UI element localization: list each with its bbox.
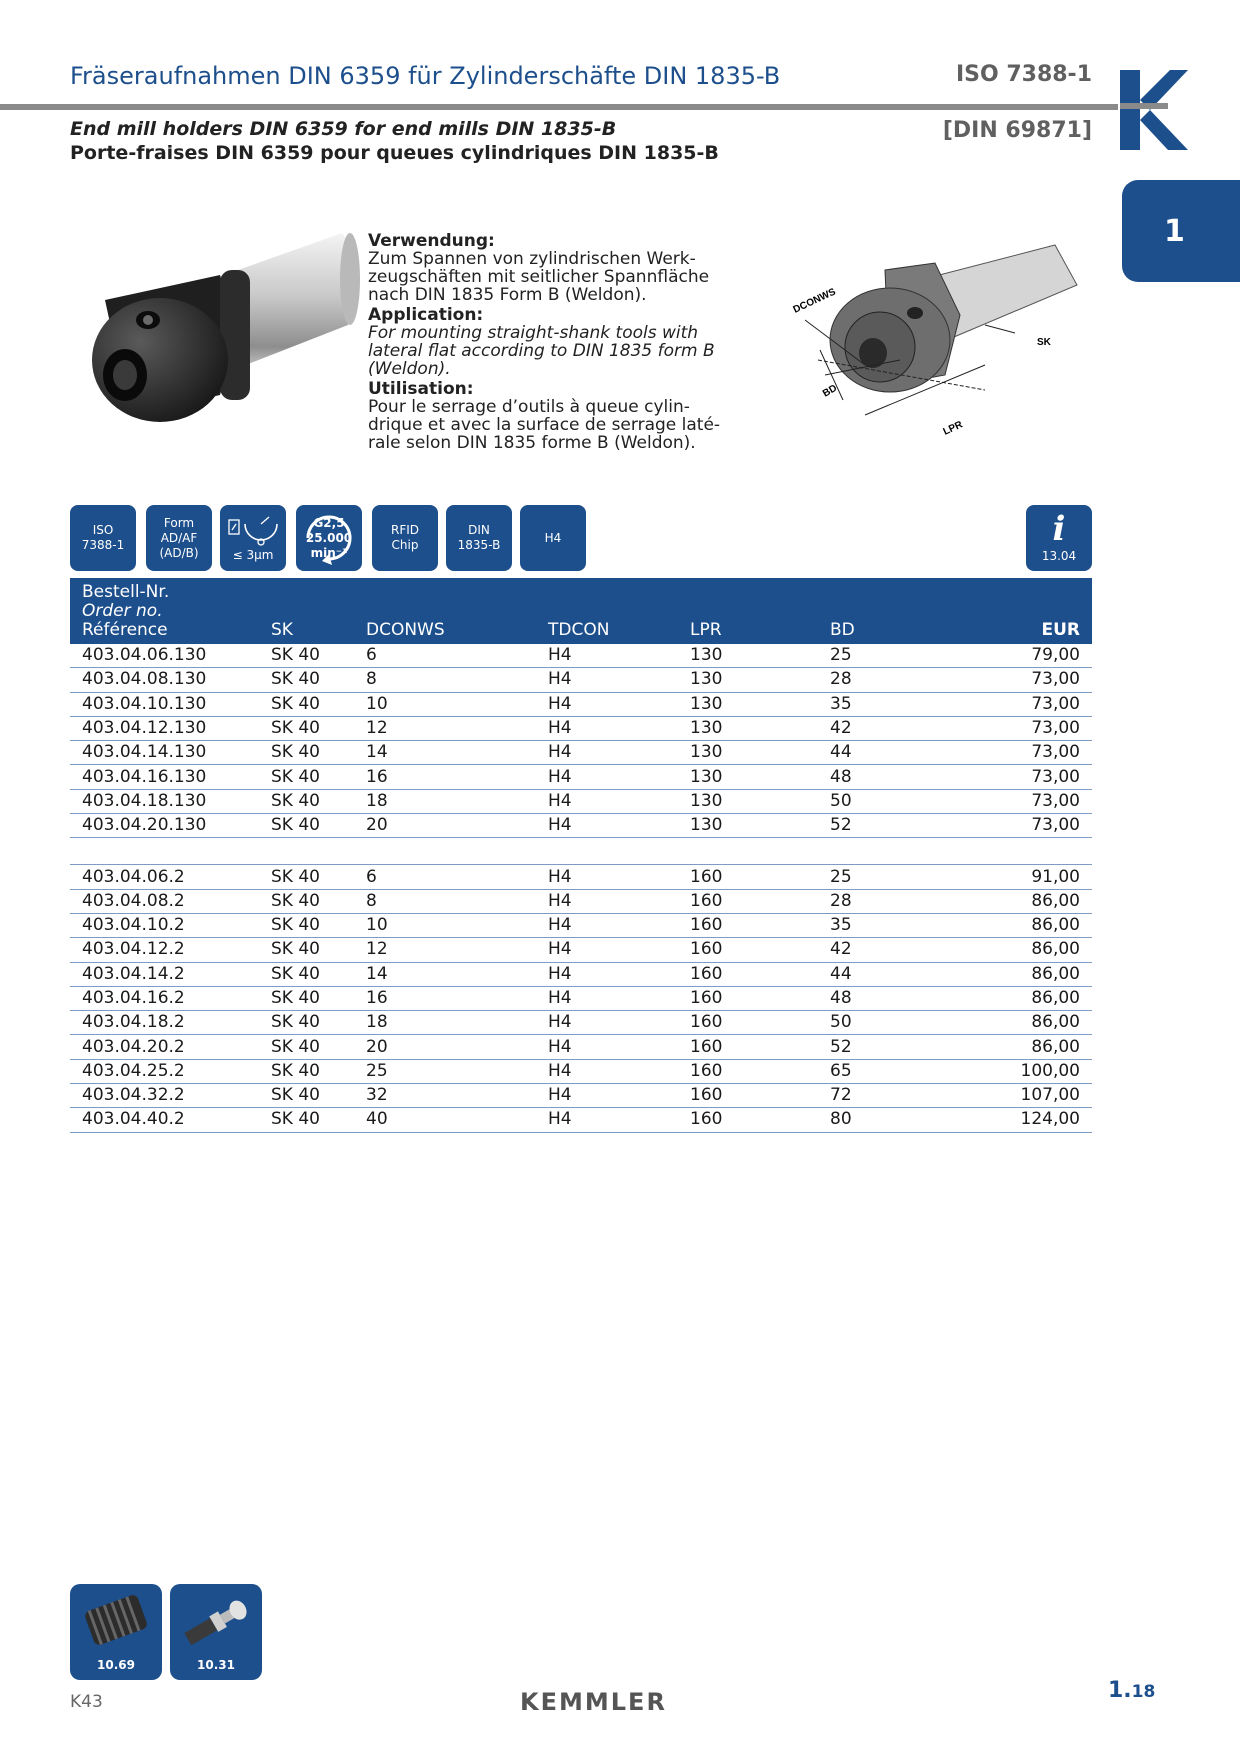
- cell-sk: SK 40: [259, 1108, 354, 1132]
- runout-gauge-icon: [225, 514, 281, 548]
- cell-lpr: 160: [678, 865, 818, 889]
- cell-bd: 65: [818, 1059, 930, 1083]
- cell-lpr: 160: [678, 1059, 818, 1083]
- table-row: [70, 741, 1092, 765]
- badge-rfid: [372, 505, 438, 571]
- cell-bd: 35: [818, 692, 930, 716]
- technical-diagram: [785, 235, 1085, 460]
- cell-lpr: 130: [678, 741, 818, 765]
- cell-bd: 44: [818, 962, 930, 986]
- cell-bd: 50: [818, 1011, 930, 1035]
- header-divider: [0, 104, 1118, 110]
- cell-sk: SK 40: [259, 1059, 354, 1083]
- cell-dconws: 32: [354, 1084, 536, 1108]
- cell-bd: 25: [818, 644, 930, 668]
- col-lpr: LPR: [678, 578, 818, 644]
- table-group-spacer: [70, 838, 1092, 865]
- cell-dconws: 8: [354, 889, 536, 913]
- cell-sk: SK 40: [259, 789, 354, 813]
- spacer-cell: [70, 838, 1092, 865]
- cell-order: 403.04.20.2: [70, 1035, 259, 1059]
- cell-sk: SK 40: [259, 644, 354, 668]
- chapter-number: 1: [1164, 213, 1185, 249]
- cell-lpr: 130: [678, 716, 818, 740]
- page-title-de: Fräseraufnahmen DIN 6359 für Zylinderschäfte DIN 1835-B: [70, 62, 781, 90]
- badge-rfid-line1: RFID: [390, 523, 420, 537]
- cell-sk: SK 40: [259, 765, 354, 789]
- badge-form: [146, 505, 212, 571]
- cell-eur: 86,00: [930, 962, 1092, 986]
- cell-bd: 44: [818, 741, 930, 765]
- cell-order: 403.04.20.130: [70, 814, 259, 838]
- cell-order: 403.04.06.2: [70, 865, 259, 889]
- table-row: [70, 865, 1092, 889]
- footer-brand: KEMMLER: [520, 1688, 667, 1716]
- cell-sk: SK 40: [259, 716, 354, 740]
- page-title-en: End mill holders DIN 6359 for end mills DIN 1835-B: [70, 118, 617, 140]
- cell-sk: SK 40: [259, 741, 354, 765]
- cell-sk: SK 40: [259, 668, 354, 692]
- cell-lpr: 160: [678, 1084, 818, 1108]
- badge-din: [446, 505, 512, 571]
- badge-tolerance-label: H4: [544, 530, 562, 545]
- cell-bd: 50: [818, 789, 930, 813]
- cell-bd: 28: [818, 889, 930, 913]
- description: [368, 232, 728, 452]
- cell-dconws: 16: [354, 765, 536, 789]
- table-row: [70, 668, 1092, 692]
- accessory-ref: 10.31: [197, 1658, 235, 1672]
- badge-balance-line2: 25.000: [305, 530, 353, 545]
- footer-code: K43: [70, 1692, 103, 1712]
- cell-eur: 73,00: [930, 692, 1092, 716]
- cell-dconws: 12: [354, 938, 536, 962]
- cell-sk: SK 40: [259, 938, 354, 962]
- cell-order: 403.04.12.130: [70, 716, 259, 740]
- cell-tdcon: H4: [536, 938, 678, 962]
- badge-balance-line1: G2,5: [313, 515, 345, 530]
- accessory-10-69[interactable]: [70, 1584, 162, 1680]
- cell-dconws: 10: [354, 692, 536, 716]
- page-number-sub: 18: [1131, 1682, 1156, 1702]
- cell-lpr: 160: [678, 1035, 818, 1059]
- badge-rfid-line2: Chip: [391, 538, 419, 552]
- badge-form-line3: (AD/B): [159, 545, 199, 560]
- cell-lpr: 160: [678, 962, 818, 986]
- info-button[interactable]: [1026, 505, 1092, 571]
- cell-lpr: 130: [678, 789, 818, 813]
- table-row: [70, 644, 1092, 668]
- cell-sk: SK 40: [259, 865, 354, 889]
- cell-eur: 79,00: [930, 644, 1092, 668]
- cell-tdcon: H4: [536, 668, 678, 692]
- cell-dconws: 14: [354, 741, 536, 765]
- cell-eur: 86,00: [930, 986, 1092, 1010]
- cell-order: 403.04.10.130: [70, 692, 259, 716]
- cell-sk: SK 40: [259, 692, 354, 716]
- badge-din-line1: DIN: [468, 523, 490, 537]
- badge-iso: [70, 505, 136, 571]
- cell-order: 403.04.18.130: [70, 789, 259, 813]
- cell-dconws: 40: [354, 1108, 536, 1132]
- cell-dconws: 10: [354, 913, 536, 937]
- table-row: [70, 1059, 1092, 1083]
- cell-order: 403.04.08.130: [70, 668, 259, 692]
- badge-iso-line2: 7388-1: [81, 538, 125, 552]
- desc-heading-de: Verwendung:: [368, 231, 495, 251]
- cell-dconws: 16: [354, 986, 536, 1010]
- cell-eur: 100,00: [930, 1059, 1092, 1083]
- cell-lpr: 130: [678, 668, 818, 692]
- cell-eur: 73,00: [930, 765, 1092, 789]
- page-number-main: 1.: [1108, 1678, 1132, 1703]
- cell-eur: 86,00: [930, 889, 1092, 913]
- cell-sk: SK 40: [259, 962, 354, 986]
- col-order-en: Order no.: [82, 601, 163, 621]
- cell-order: 403.04.06.130: [70, 644, 259, 668]
- cell-tdcon: H4: [536, 741, 678, 765]
- cell-lpr: 160: [678, 1011, 818, 1035]
- cell-bd: 35: [818, 913, 930, 937]
- cell-sk: SK 40: [259, 913, 354, 937]
- table-row: [70, 814, 1092, 838]
- cell-tdcon: H4: [536, 789, 678, 813]
- cell-eur: 86,00: [930, 1011, 1092, 1035]
- cell-tdcon: H4: [536, 1011, 678, 1035]
- col-eur: EUR: [930, 578, 1092, 644]
- badge-form-line1: Form: [163, 515, 195, 530]
- cell-bd: 25: [818, 865, 930, 889]
- table-row: [70, 986, 1092, 1010]
- cell-order: 403.04.40.2: [70, 1108, 259, 1132]
- table-header: [70, 578, 1092, 644]
- label-lpr: LPR: [941, 419, 965, 438]
- table-row: [70, 765, 1092, 789]
- cell-order: 403.04.14.130: [70, 741, 259, 765]
- cell-dconws: 6: [354, 865, 536, 889]
- cell-tdcon: H4: [536, 716, 678, 740]
- badge-runout-label: ≤ 3µm: [232, 547, 274, 562]
- cell-tdcon: H4: [536, 962, 678, 986]
- cell-bd: 52: [818, 814, 930, 838]
- table-row: [70, 716, 1092, 740]
- cell-eur: 86,00: [930, 913, 1092, 937]
- accessory-10-31[interactable]: [170, 1584, 262, 1680]
- cell-eur: 91,00: [930, 865, 1092, 889]
- cell-order: 403.04.08.2: [70, 889, 259, 913]
- cell-bd: 80: [818, 1108, 930, 1132]
- cell-eur: 73,00: [930, 668, 1092, 692]
- desc-heading-en: Application:: [368, 305, 484, 325]
- cell-tdcon: H4: [536, 1035, 678, 1059]
- cell-sk: SK 40: [259, 889, 354, 913]
- cell-eur: 73,00: [930, 716, 1092, 740]
- col-order: [70, 578, 259, 644]
- cell-order: 403.04.18.2: [70, 1011, 259, 1035]
- cell-tdcon: H4: [536, 644, 678, 668]
- col-bd: BD: [818, 578, 930, 644]
- cell-tdcon: H4: [536, 913, 678, 937]
- table-row: [70, 692, 1092, 716]
- cell-order: 403.04.16.130: [70, 765, 259, 789]
- label-sk: SK: [1037, 337, 1051, 348]
- cell-dconws: 14: [354, 962, 536, 986]
- cell-bd: 48: [818, 765, 930, 789]
- cell-dconws: 6: [354, 644, 536, 668]
- cell-eur: 73,00: [930, 814, 1092, 838]
- standard-din: [DIN 69871]: [942, 118, 1092, 143]
- cell-order: 403.04.25.2: [70, 1059, 259, 1083]
- col-sk: SK: [259, 578, 354, 644]
- cell-tdcon: H4: [536, 889, 678, 913]
- table-row: [70, 962, 1092, 986]
- accessory-ref: 10.69: [97, 1658, 135, 1672]
- badge-tolerance: [520, 505, 586, 571]
- badge-runout: [220, 505, 286, 571]
- table-row: [70, 1035, 1092, 1059]
- cell-dconws: 20: [354, 1035, 536, 1059]
- cell-lpr: 130: [678, 644, 818, 668]
- badge-iso-line1: ISO: [92, 523, 114, 537]
- cell-eur: 124,00: [930, 1108, 1092, 1132]
- cell-tdcon: H4: [536, 1059, 678, 1083]
- info-icon: i: [1052, 509, 1066, 549]
- cell-lpr: 160: [678, 986, 818, 1010]
- cell-order: 403.04.32.2: [70, 1084, 259, 1108]
- label-dconws: DCONWS: [791, 286, 838, 316]
- cell-order: 403.04.16.2: [70, 986, 259, 1010]
- pull-stud-icon: [170, 1584, 262, 1654]
- cell-sk: SK 40: [259, 1084, 354, 1108]
- cell-tdcon: H4: [536, 1084, 678, 1108]
- cell-lpr: 160: [678, 1108, 818, 1132]
- cell-bd: 42: [818, 716, 930, 740]
- badge-balance-line3: min⁻¹: [310, 545, 348, 560]
- cell-tdcon: H4: [536, 692, 678, 716]
- cell-bd: 72: [818, 1084, 930, 1108]
- cell-lpr: 130: [678, 814, 818, 838]
- table-row: [70, 938, 1092, 962]
- cell-dconws: 25: [354, 1059, 536, 1083]
- cell-eur: 73,00: [930, 741, 1092, 765]
- table-row: [70, 1011, 1092, 1035]
- cell-tdcon: H4: [536, 986, 678, 1010]
- page-title-fr: Porte-fraises DIN 6359 pour queues cylindriques DIN 1835-B: [70, 142, 719, 164]
- badge-din-line2: 1835-B: [457, 538, 501, 552]
- cell-eur: 86,00: [930, 1035, 1092, 1059]
- cell-order: 403.04.12.2: [70, 938, 259, 962]
- col-dconws: DCONWS: [354, 578, 536, 644]
- col-tdcon: TDCON: [536, 578, 678, 644]
- cell-order: 403.04.14.2: [70, 962, 259, 986]
- desc-heading-fr: Utilisation:: [368, 379, 474, 399]
- badge-form-line2: AD/AF: [160, 530, 198, 545]
- cell-eur: 86,00: [930, 938, 1092, 962]
- desc-text-fr: Pour le serrage d’outils à queue cylin-drique et avec la surface de serrage laté-rale selon DIN 1835 forme B (Weldon).: [368, 397, 721, 453]
- cell-eur: 73,00: [930, 789, 1092, 813]
- cell-dconws: 12: [354, 716, 536, 740]
- cell-dconws: 18: [354, 789, 536, 813]
- desc-text-de: Zum Spannen von zylindrischen Werk-zeugschäften mit seitlicher Spannfläche nach DIN 1835 Form B (Weldon).: [368, 249, 710, 305]
- badge-balance: [296, 505, 362, 571]
- cell-tdcon: H4: [536, 1108, 678, 1132]
- table-row: [70, 889, 1092, 913]
- cell-sk: SK 40: [259, 1035, 354, 1059]
- cell-lpr: 130: [678, 692, 818, 716]
- cell-sk: SK 40: [259, 1011, 354, 1035]
- cell-bd: 48: [818, 986, 930, 1010]
- table-row: [70, 1108, 1092, 1132]
- label-bd: BD: [821, 382, 840, 400]
- cell-bd: 42: [818, 938, 930, 962]
- standard-iso: ISO 7388-1: [955, 62, 1092, 87]
- cell-sk: SK 40: [259, 986, 354, 1010]
- desc-text-en: For mounting straight-shank tools with lateral flat according to DIN 1835 form B (Weldon).: [368, 323, 715, 379]
- cell-tdcon: H4: [536, 765, 678, 789]
- info-ref: 13.04: [1041, 549, 1077, 563]
- cell-eur: 107,00: [930, 1084, 1092, 1108]
- cell-bd: 28: [818, 668, 930, 692]
- cell-lpr: 160: [678, 938, 818, 962]
- page-number: [1108, 1678, 1155, 1703]
- cell-sk: SK 40: [259, 814, 354, 838]
- cell-bd: 52: [818, 1035, 930, 1059]
- col-order-fr: Référence: [82, 620, 168, 640]
- table-row: [70, 913, 1092, 937]
- kemmler-logo-icon: [1120, 70, 1190, 150]
- cell-dconws: 20: [354, 814, 536, 838]
- cell-tdcon: H4: [536, 814, 678, 838]
- cell-lpr: 130: [678, 765, 818, 789]
- cell-lpr: 160: [678, 913, 818, 937]
- cell-order: 403.04.10.2: [70, 913, 259, 937]
- product-photo: [70, 225, 360, 450]
- threaded-bush-icon: [70, 1584, 162, 1654]
- table-row: [70, 1084, 1092, 1108]
- cell-dconws: 18: [354, 1011, 536, 1035]
- chapter-tab[interactable]: [1122, 180, 1240, 282]
- cell-lpr: 160: [678, 889, 818, 913]
- cell-dconws: 8: [354, 668, 536, 692]
- product-table: [70, 578, 1092, 1133]
- cell-tdcon: H4: [536, 865, 678, 889]
- table-row: [70, 789, 1092, 813]
- col-order-de: Bestell-Nr.: [82, 582, 170, 602]
